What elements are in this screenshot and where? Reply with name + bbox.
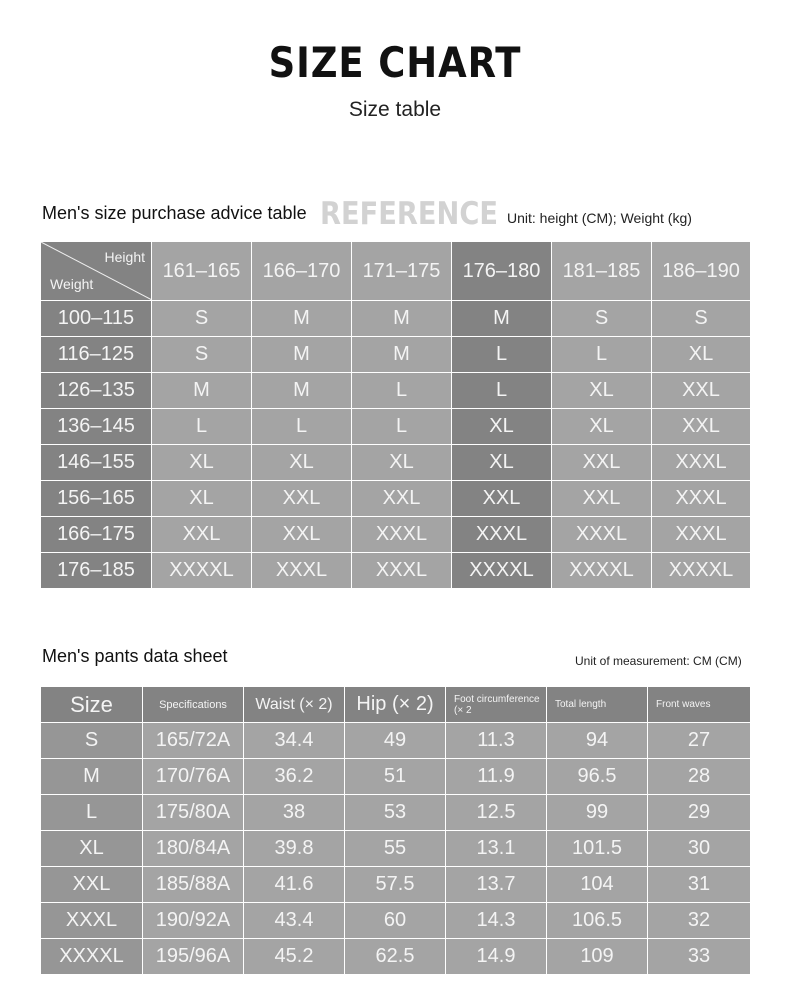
weight-cell: 146–155	[41, 445, 152, 481]
size-cell: XXL	[552, 481, 652, 517]
hip-cell: 49	[345, 723, 446, 759]
corner-height-label: Height	[104, 249, 145, 265]
pants-row	[41, 903, 751, 939]
waist-column-header: Waist (× 2)	[244, 687, 345, 723]
size-cell: XL	[352, 445, 452, 481]
size-cell: XXXXL	[41, 939, 143, 975]
size-cell: XL	[552, 409, 652, 445]
advice-header-row	[41, 242, 751, 301]
size-cell: XL	[452, 409, 552, 445]
advice-unit-note: Unit: height (CM); Weight (kg)	[507, 210, 692, 226]
foot-cell: 11.3	[446, 723, 547, 759]
size-cell: XL	[452, 445, 552, 481]
weight-cell: 100–115	[41, 301, 152, 337]
size-cell: XXXL	[552, 517, 652, 553]
waist-cell: 45.2	[244, 939, 345, 975]
advice-row	[41, 301, 751, 337]
size-cell: S	[152, 301, 252, 337]
front-waves-cell: 27	[648, 723, 751, 759]
size-cell: XXL	[352, 481, 452, 517]
advice-row	[41, 409, 751, 445]
hip-cell: 62.5	[345, 939, 446, 975]
spec-cell: 185/88A	[143, 867, 244, 903]
spec-cell: 170/76A	[143, 759, 244, 795]
size-cell: L	[452, 373, 552, 409]
length-cell: 94	[547, 723, 648, 759]
size-cell: XXXL	[252, 553, 352, 589]
advice-row	[41, 481, 751, 517]
length-cell: 101.5	[547, 831, 648, 867]
page-title: SIZE CHART	[268, 38, 522, 87]
pants-row	[41, 867, 751, 903]
length-cell: 109	[547, 939, 648, 975]
spec-cell: 175/80A	[143, 795, 244, 831]
size-cell: XXL	[652, 373, 751, 409]
size-cell: S	[552, 301, 652, 337]
size-cell: XXXL	[352, 553, 452, 589]
size-cell: XL	[152, 481, 252, 517]
spec-cell: 180/84A	[143, 831, 244, 867]
size-cell: XL	[652, 337, 751, 373]
size-cell: XXXL	[652, 481, 751, 517]
size-cell: XXL	[452, 481, 552, 517]
size-cell: M	[252, 337, 352, 373]
waist-cell: 43.4	[244, 903, 345, 939]
size-cell: M	[252, 301, 352, 337]
size-cell: XXL	[252, 481, 352, 517]
specifications-column-header: Specifications	[143, 687, 244, 723]
height-column-header: 171–175	[352, 242, 452, 301]
spec-cell: 190/92A	[143, 903, 244, 939]
advice-row	[41, 373, 751, 409]
pants-row	[41, 723, 751, 759]
hip-cell: 55	[345, 831, 446, 867]
size-cell: L	[552, 337, 652, 373]
front-waves-column-header: Front waves	[648, 687, 751, 723]
size-cell: XL	[252, 445, 352, 481]
weight-cell: 166–175	[41, 517, 152, 553]
foot-cell: 12.5	[446, 795, 547, 831]
reference-watermark: REFERENCE	[320, 196, 499, 232]
front-waves-cell: 32	[648, 903, 751, 939]
height-column-header: 186–190	[652, 242, 751, 301]
advice-table-heading: Men's size purchase advice table	[42, 203, 307, 223]
height-column-header: 161–165	[152, 242, 252, 301]
weight-cell: 126–135	[41, 373, 152, 409]
waist-cell: 39.8	[244, 831, 345, 867]
front-waves-cell: 31	[648, 867, 751, 903]
size-cell: S	[41, 723, 143, 759]
foot-cell: 13.1	[446, 831, 547, 867]
foot-cell: 14.3	[446, 903, 547, 939]
foot-circumference-column-header: Foot circumference (× 2	[446, 687, 547, 723]
waist-cell: 38	[244, 795, 345, 831]
size-cell: XXXXL	[652, 553, 751, 589]
page-subtitle: Size table	[348, 98, 442, 121]
size-cell: XXL	[652, 409, 751, 445]
pants-row	[41, 939, 751, 975]
height-column-header: 166–170	[252, 242, 352, 301]
length-cell: 104	[547, 867, 648, 903]
foot-cell: 11.9	[446, 759, 547, 795]
size-cell: L	[252, 409, 352, 445]
hip-cell: 60	[345, 903, 446, 939]
pants-row	[41, 795, 751, 831]
hip-cell: 57.5	[345, 867, 446, 903]
front-waves-cell: 30	[648, 831, 751, 867]
size-cell: L	[352, 409, 452, 445]
size-advice-table	[40, 241, 751, 589]
front-waves-cell: 29	[648, 795, 751, 831]
weight-cell: 116–125	[41, 337, 152, 373]
size-cell: M	[352, 337, 452, 373]
size-cell: XXXXL	[452, 553, 552, 589]
size-cell: XXXL	[652, 445, 751, 481]
size-cell: XXXXL	[552, 553, 652, 589]
weight-cell: 156–165	[41, 481, 152, 517]
advice-row	[41, 337, 751, 373]
size-cell: XXXXL	[152, 553, 252, 589]
waist-cell: 36.2	[244, 759, 345, 795]
size-cell: L	[352, 373, 452, 409]
advice-row	[41, 517, 751, 553]
size-cell: M	[152, 373, 252, 409]
size-cell: XXL	[252, 517, 352, 553]
height-column-header: 181–185	[552, 242, 652, 301]
waist-cell: 41.6	[244, 867, 345, 903]
size-cell: XXXL	[452, 517, 552, 553]
pants-row	[41, 831, 751, 867]
pants-unit-note: Unit of measurement: CM (CM)	[575, 654, 742, 668]
advice-row	[41, 553, 751, 589]
hip-cell: 51	[345, 759, 446, 795]
size-cell: S	[152, 337, 252, 373]
foot-cell: 13.7	[446, 867, 547, 903]
size-cell: L	[152, 409, 252, 445]
hip-column-header: Hip (× 2)	[345, 687, 446, 723]
length-cell: 96.5	[547, 759, 648, 795]
size-cell: L	[41, 795, 143, 831]
hip-cell: 53	[345, 795, 446, 831]
length-cell: 99	[547, 795, 648, 831]
corner-header-cell	[41, 242, 152, 301]
size-cell: XXXL	[652, 517, 751, 553]
front-waves-cell: 33	[648, 939, 751, 975]
size-cell: XL	[552, 373, 652, 409]
weight-cell: 176–185	[41, 553, 152, 589]
pants-table-heading: Men's pants data sheet	[42, 646, 228, 666]
size-cell: XXL	[552, 445, 652, 481]
front-waves-cell: 28	[648, 759, 751, 795]
advice-row	[41, 445, 751, 481]
size-cell: S	[652, 301, 751, 337]
size-cell: XXL	[41, 867, 143, 903]
size-cell: XXL	[152, 517, 252, 553]
spec-cell: 165/72A	[143, 723, 244, 759]
waist-cell: 34.4	[244, 723, 345, 759]
foot-cell: 14.9	[446, 939, 547, 975]
pants-header-row	[41, 687, 751, 723]
size-column-header: Size	[41, 687, 143, 723]
length-cell: 106.5	[547, 903, 648, 939]
spec-cell: 195/96A	[143, 939, 244, 975]
pants-data-table	[40, 686, 751, 975]
size-cell: XXXL	[41, 903, 143, 939]
size-cell: XXXL	[352, 517, 452, 553]
total-length-column-header: Total length	[547, 687, 648, 723]
corner-weight-label: Weight	[50, 276, 94, 292]
pants-row	[41, 759, 751, 795]
size-cell: M	[452, 301, 552, 337]
size-cell: L	[452, 337, 552, 373]
size-cell: M	[252, 373, 352, 409]
size-cell: M	[41, 759, 143, 795]
weight-cell: 136–145	[41, 409, 152, 445]
height-column-header: 176–180	[452, 242, 552, 301]
size-cell: XL	[152, 445, 252, 481]
size-cell: M	[352, 301, 452, 337]
size-cell: XL	[41, 831, 143, 867]
